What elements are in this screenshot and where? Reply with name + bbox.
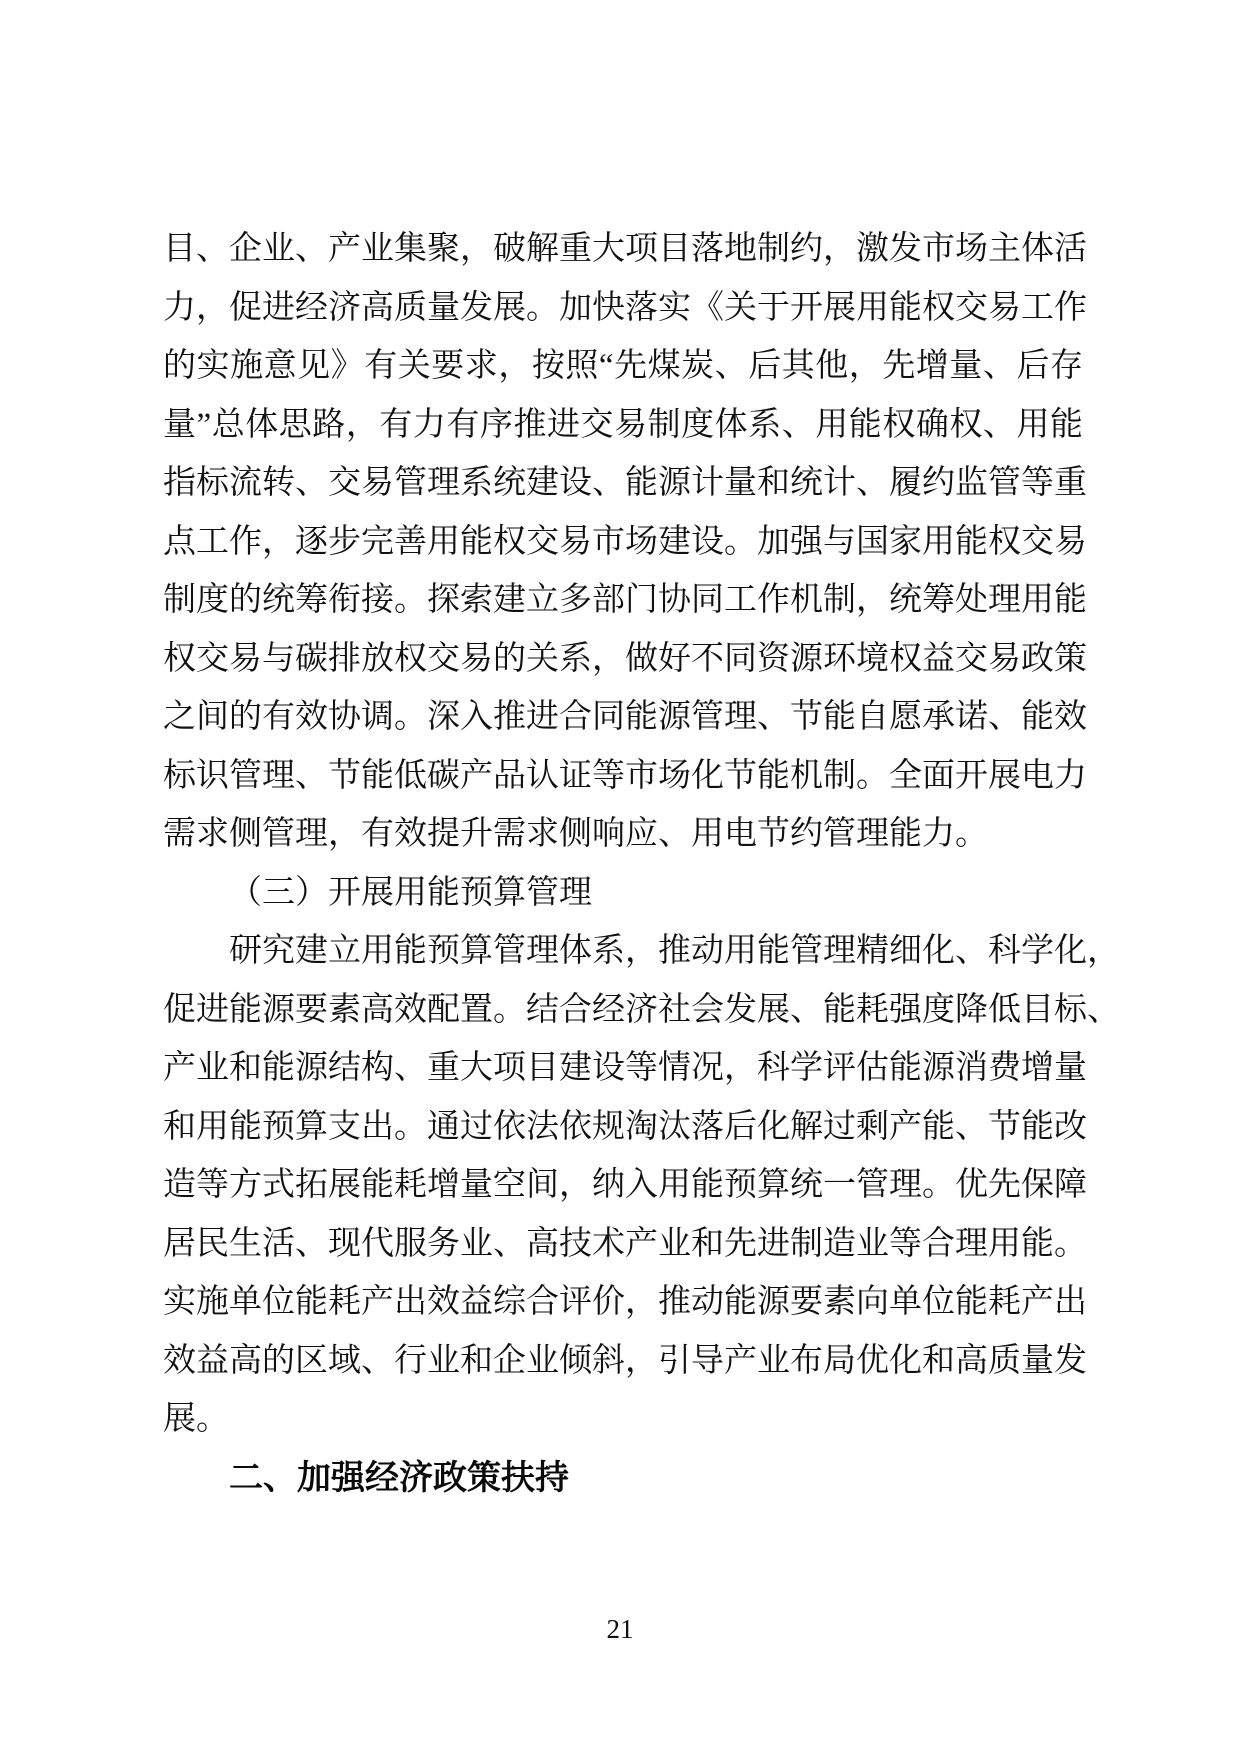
body-line: 量”总体思路，有力有序推进交易制度体系、用能权确权、用能 <box>163 406 1083 443</box>
body-line: 制度的统筹衔接。探索建立多部门协同工作机制，统筹处理用能 <box>163 582 1087 618</box>
document-body <box>163 220 1120 1507</box>
body-line: 实施单位能耗产出效益综合评价，推动能源要素向单位能耗产出 <box>163 1284 1087 1320</box>
body-line: 居民生活、现代服务业、高技术产业和先进制造业等合理用能。 <box>163 1225 1087 1262</box>
body-line: 力，促进经济高质量发展。加快落实《关于开展用能权交易工作 <box>163 289 1087 326</box>
chapter-heading-2: 二、加强经济政策扶持 <box>229 1458 569 1497</box>
body-line: 展。 <box>163 1401 229 1437</box>
body-line: 的实施意见》有关要求，按照“先煤炭、后其他，先增量、后存 <box>163 348 1083 384</box>
body-line: 之间的有效协调。深入推进合同能源管理、节能自愿承诺、能效 <box>163 699 1087 735</box>
section-heading-3: （三）开展用能预算管理 <box>229 874 592 911</box>
body-line: 促进能源要素高效配置。结合经济社会发展、能耗强度降低目标、 <box>163 991 1120 1028</box>
body-line: 权交易与碳排放权交易的关系，做好不同资源环境权益交易政策 <box>163 640 1087 677</box>
page-number: 21 <box>606 1614 634 1644</box>
body-line: 效益高的区域、行业和企业倾斜，引导产业布局优化和高质量发 <box>163 1342 1087 1379</box>
body-line: 造等方式拓展能耗增量空间，纳入用能预算统一管理。优先保障 <box>163 1167 1087 1203</box>
body-line: 点工作，逐步完善用能权交易市场建设。加强与国家用能权交易 <box>163 523 1087 560</box>
body-line: 标识管理、节能低碳产品认证等市场化节能机制。全面开展电力 <box>163 757 1087 794</box>
body-line: 产业和能源结构、重大项目建设等情况，科学评估能源消费增量 <box>163 1050 1087 1086</box>
body-line: 指标流转、交易管理系统建设、能源计量和统计、履约监管等重 <box>163 465 1087 501</box>
body-line: 研究建立用能预算管理体系，推动用能管理精细化、科学化， <box>229 933 1120 969</box>
body-line: 目、企业、产业集聚，破解重大项目落地制约，激发市场主体活 <box>163 231 1087 267</box>
body-line: 和用能预算支出。通过依法依规淘汰落后化解过剩产能、节能改 <box>163 1108 1087 1145</box>
body-line: 需求侧管理，有效提升需求侧响应、用电节约管理能力。 <box>163 816 988 852</box>
